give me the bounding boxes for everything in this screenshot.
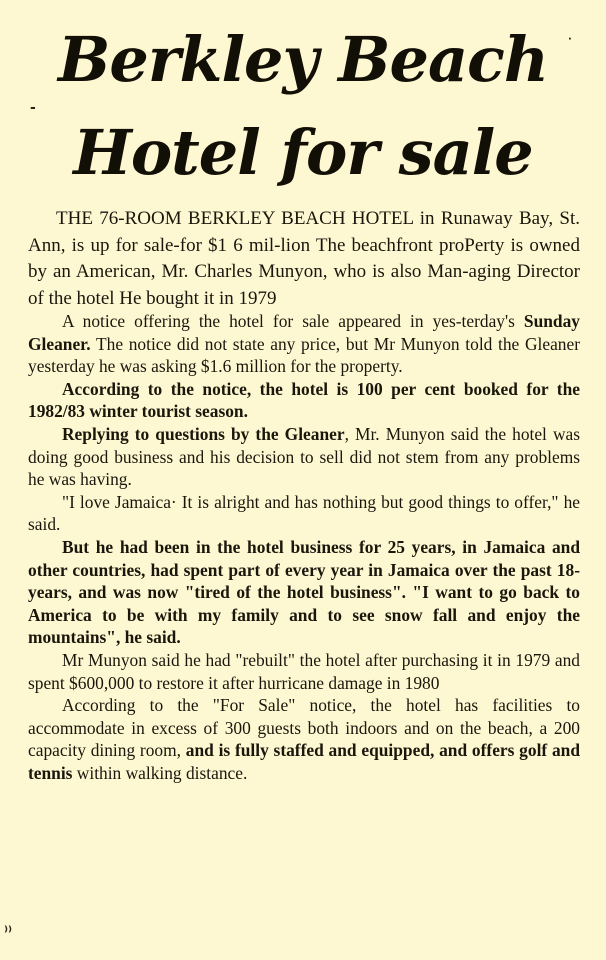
paragraph-facilities	[28, 694, 580, 784]
paragraph-reply-part-1: Replying to questions by the Gleaner	[62, 423, 345, 444]
print-speck-mark: ⁾⁾	[4, 924, 13, 940]
paragraph-reply	[28, 423, 580, 491]
paragraph-hotel-business: But he had been in the hotel business for 25 years, in Jamaica and other countries, had spent part of every year in Jamaica over the past 18-years, and was now "tired of the hotel business". "I want to go back to America to be with my family and to see snow fall and enjoy the mountains", he said.	[28, 536, 580, 648]
paragraph-facilities-part-1: According to the "For Sale" notice, the hotel has facilities to accommodate in excess of 300 guests both indoors and on the beach, a 200 capacity dining room,	[28, 695, 580, 761]
print-speck-mark: ·	[568, 34, 572, 45]
sunday-gleaner-mention: Sunday Gleaner.	[28, 311, 580, 354]
paragraph-booking: According to the notice, the hotel is 100 per cent booked for the 1982/83 winter tourist season.	[28, 378, 580, 422]
print-speck-mark: -	[30, 100, 36, 116]
paragraph-notice-part-1: A notice offering the hotel for sale appeared in yes-terday's	[62, 311, 524, 331]
paragraph-quote-jamaica: "I love Jamaica· It is alright and has nothing but good things to offer," he said.	[28, 491, 580, 535]
headline-line-1: Berkley Beach	[58, 23, 548, 96]
article-body	[28, 206, 580, 784]
paragraph-lead: THE 76-ROOM BERKLEY BEACH HOTEL in Runaway Bay, St. Ann, is up for sale-for $1 6 mil-lion The beachfront proPerty is owned by an American, Mr. Charles Munyon, who is also Man-aging Director of the hotel He bought it in 1979	[28, 208, 580, 309]
paragraph-reply-part-2: , Mr. Munyon said the hotel was doing good business and his decision to sell did not stem from any problems he was having.	[28, 423, 581, 490]
paragraph-facilities-part-2: and is fully staffed and equipped, and offers golf and tennis	[28, 740, 581, 783]
headline-line-2: Hotel for sale	[73, 116, 533, 189]
paragraph-rebuilt: Mr Munyon said he had "rebuilt" the hotel after purchasing it in 1979 and spent $600,000 to restore it after hurricane damage in 1980	[28, 649, 580, 693]
paragraph-facilities-part-3: within walking distance.	[72, 762, 248, 783]
paragraph-notice	[28, 310, 580, 378]
paragraph-notice-part-2: The notice did not state any price, but Mr Munyon told the Gleaner yesterday he was asking $1.6 million for the property.	[28, 333, 580, 377]
